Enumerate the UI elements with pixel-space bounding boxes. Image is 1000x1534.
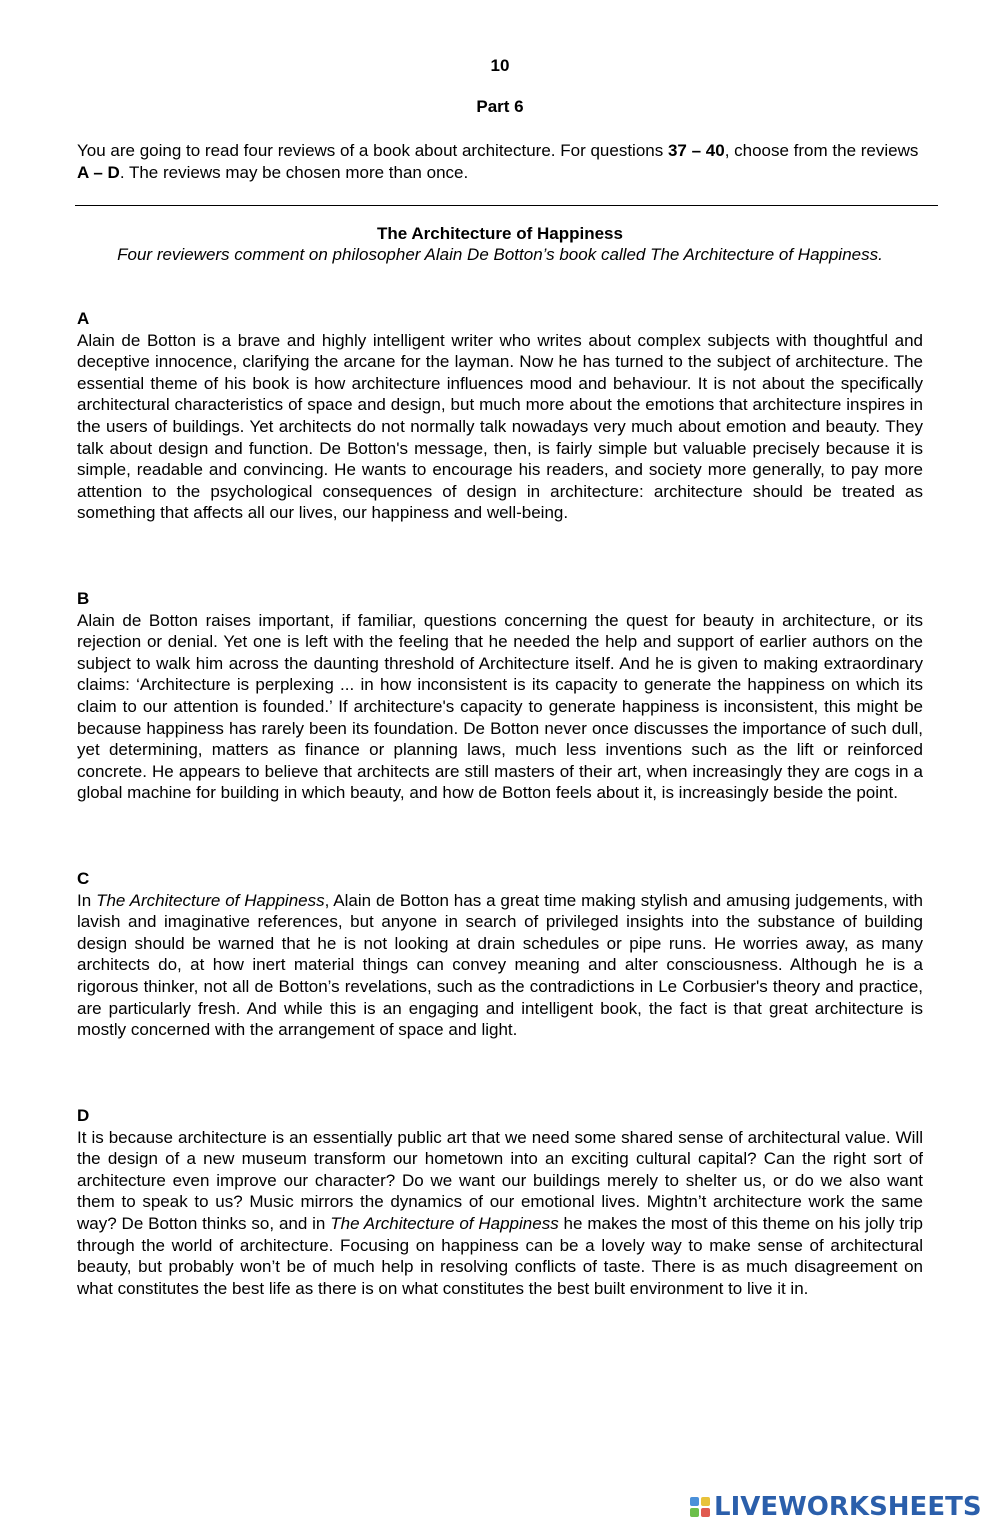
question-range: 37 – 40: [667, 141, 725, 160]
section-divider: [75, 205, 938, 206]
brand-name: LIVEWORKSHEETS: [714, 1492, 982, 1522]
review-b: [77, 588, 923, 804]
logo-square: [690, 1508, 699, 1517]
logo-square: [701, 1508, 710, 1517]
instructions: You are going to read four reviews of a book about architecture. For questions 37 – 40, choose from the reviews A – D. The reviews may be chosen more than once.: [77, 141, 919, 182]
review-text: Alain de Botton is a brave and highly intelligent writer who writes about complex subjects with thoughtful and deceptive innocence, clarifying the arcane for the layman. Now he has turned to the subject of architecture. The essential theme of his book is how architecture influences mood and behaviour. It is not about the specifically architectural characteristics of space and design, but much more about the emotions that architecture inspires in the users of buildings. Yet architects do not normally talk nowadays very much about emotion and beauty. They talk about design and function. De Botton's message, then, is fairly simple but valuable precisely because it is simple, readable and convincing. He wants to encourage his readers, and society more generally, to pay more attention to the psychological consequences of design in architecture: architecture should be treated as something that affects all our lives, our happiness and well-being.: [77, 330, 923, 523]
review-a: [77, 308, 923, 524]
review-c: [77, 868, 923, 1041]
review-letter: A: [77, 309, 90, 328]
book-title: The Architecture of Happiness: [330, 1213, 559, 1233]
review-text: In The Architecture of Happiness, Alain de Botton has a great time making stylish and amusing judgements, with lavish and imaginative references, but anyone in search of privileged insights into the substance of building design should be warned that he is not looking at drain schedules or pipe runs. He worries away, as many architects do, at how inert material things can convey meaning and alter consciousness. Although he is a rigorous thinker, not all de Botton’s revelations, such as the contradictions in Le Corbusier's theory and practice, are particularly fresh. And while this is an engaging and intelligent book, the fact is that great architecture is mostly concerned with the arrangement of space and light.: [77, 890, 923, 1040]
part-title: Part 6: [476, 97, 524, 116]
logo-square: [701, 1497, 710, 1506]
review-letter: B: [77, 589, 90, 608]
book-title: The Architecture of Happiness: [96, 890, 325, 910]
review-d: [77, 1105, 923, 1299]
review-text: It is because architecture is an essentially public art that we need some shared sense of architectural value. Will the design of a new museum transform our hometown into an exciting cultural capital? Can the right sort of architecture even improve our character? Do we want our buildings merely to shelter us, or do we also want them to speak to us? Music mirrors the dynamics of our emotional lives. Mightn’t architecture work the same way? De Botton thinks so, and in The Architecture of Happiness he makes the most of this theme on his jolly trip through the world of architecture. Focusing on happiness can be a lovely way to make sense of architectural beauty, but probably won’t be of much help in resolving conflicts of taste. There is as much disagreement on what constitutes the best life as there is on what constitutes the best built environment to live it in.: [77, 1127, 924, 1298]
review-letter: C: [77, 869, 90, 888]
liveworksheets-brand[interactable]: [690, 1490, 990, 1524]
liveworksheets-logo-icon: [690, 1497, 710, 1517]
logo-square: [690, 1497, 699, 1506]
review-text: Alain de Botton raises important, if familiar, questions concerning the quest for beauty in architecture, or its rejection or denial. Yet one is left with the feeling that he needed the help and support of earlier authors on the subject to walk him across the daunting threshold of Architecture itself. And he is given to making extraordinary claims: ‘Architecture is perplexing ... in how inconsistent is its capacity to generate the happiness on which its claim to our attention is founded.’ If architecture's capacity to generate happiness is inconsistent, this might be because happiness has rarely been its foundation. De Botton never once discusses the importance of such dull, yet determining, matters as finance or planning laws, much less inventions such as the lift or reinforced concrete. He appears to believe that architects are still masters of their art, when increasingly they are cogs in a global machine for building in which beauty, and how de Botton feels about it, is increasingly beside the point.: [77, 610, 923, 803]
review-letter: D: [77, 1106, 90, 1125]
article-title: The Architecture of Happiness: [377, 224, 623, 243]
page-number: 10: [490, 56, 510, 75]
article-subtitle: Four reviewers comment on philosopher Alain De Botton’s book called The Architecture of Happiness.: [117, 245, 883, 264]
review-range: A – D: [77, 162, 120, 182]
